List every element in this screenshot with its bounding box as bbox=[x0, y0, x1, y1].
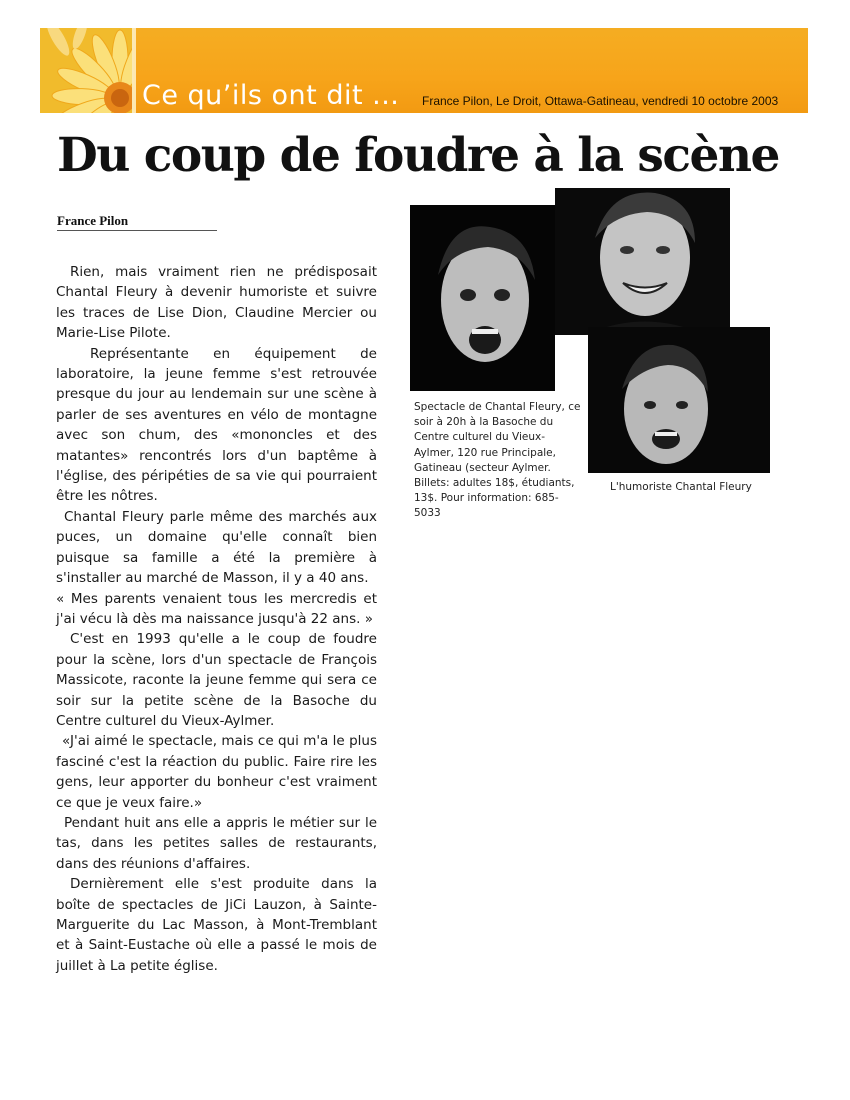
portrait-photo-grinning bbox=[588, 327, 770, 473]
header-banner bbox=[40, 28, 808, 113]
byline: France Pilon bbox=[57, 213, 217, 231]
article-body bbox=[56, 262, 377, 976]
article-paragraph: Dernièrement elle s'est produite dans la boîte de spectacles de JiCi Lauzon, à Sainte-Marguerite du Lac Masson, à Mont-Tremblant et à Saint-Eustache où elle a passé le mois de juillet à La petite église. bbox=[56, 876, 377, 974]
headline: Du coup de foudre à la scène bbox=[57, 128, 779, 183]
article-paragraph: « Mes parents venaient tous les mercredis et j'ai vécu là dès ma naissance jusqu'à 22 ans. » bbox=[56, 590, 377, 627]
article-paragraph: Chantal Fleury parle même des marchés aux puces, un domaine qu'elle connaît bien puisque sa famille a été la première à s'installer au marché de Masson, il y a 40 ans. bbox=[56, 508, 377, 587]
article-paragraph: «J'ai aimé le spectacle, mais ce qui m'a le plus fasciné c'est la réaction du public. Faire rire les gens, leur apporter du bonheur c'est vraiment ce que je veux faire.» bbox=[56, 733, 377, 811]
photo-caption: Spectacle de Chantal Fleury, ce soir à 20h à la Basoche du Centre culturel du Vieux-Aylmer, 120 rue Principale, Gatineau (secteur Aylmer. Billets: adultes 18$, étudiants, 13$. Pour information: 685-5033 bbox=[414, 401, 581, 520]
portrait-photo-smiling bbox=[555, 188, 730, 335]
portrait-photo-screaming bbox=[410, 205, 555, 391]
banner-divider bbox=[134, 28, 136, 113]
article-paragraph: C'est en 1993 qu'elle a le coup de foudre pour la scène, lors d'un spectacle de François Massicote, raconte la jeune femme qui sera ce soir sur la petite scène de la Basoche du Centre culturel du Vieux-Aylmer. bbox=[56, 631, 377, 729]
article-paragraph: Pendant huit ans elle a appris le métier sur le tas, dans les petites salles de restaurants, dans des réunions d'affaires. bbox=[56, 814, 377, 872]
article-paragraph: Représentante en équipement de laboratoire, la jeune femme s'est retrouvée presque du jour au lendemain sur une scène à parler de ses aventures en vélo de montagne avec son chum, des «mononcles et des matantes» rencontrés lors d'un baptême à l'église, des péripéties de sa vie qui pourraient être les nôtres. bbox=[56, 345, 377, 505]
article-paragraph: Rien, mais vraiment rien ne prédisposait Chantal Fleury à devenir humoriste et suivre les traces de Lise Dion, Claudine Mercier ou Marie-Lise Pilote. bbox=[56, 264, 377, 342]
photo-gap bbox=[555, 335, 588, 391]
banner-credit: France Pilon, Le Droit, Ottawa-Gatineau, vendredi 10 octobre 2003 bbox=[422, 94, 779, 108]
flower-logo-icon bbox=[40, 28, 134, 113]
banner-title: Ce qu’ils ont dit ... bbox=[142, 80, 400, 111]
photo-caption-side: L'humoriste Chantal Fleury bbox=[610, 481, 752, 493]
